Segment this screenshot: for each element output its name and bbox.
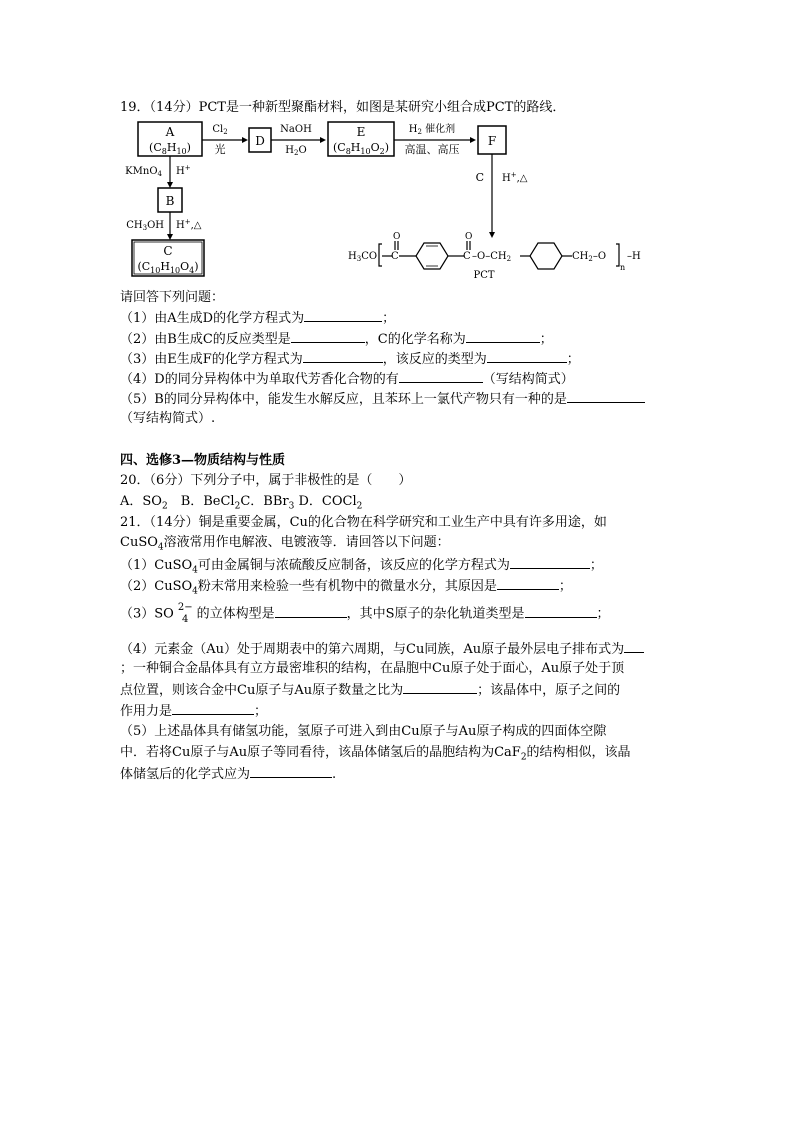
q21-item-5-line2: 中．若将Cu原子与Au原子等同看待，该晶体储氢后的晶胞结构为CaF$_2$的结构相似，该晶	[120, 745, 631, 763]
svg-text:–H: –H	[627, 251, 641, 262]
q19-item-2: （2）由B生成C的反应类型是 ，C的化学名称为 ；	[120, 332, 553, 347]
synthesis-scheme	[120, 116, 660, 286]
answer-blank[interactable]	[172, 702, 254, 715]
reagent-high-temp-pressure: 高温、高压	[404, 143, 460, 156]
q19-item-4: （4）D的同分异构体中为单取代芳香化合物的有 （写结构简式）	[120, 372, 574, 387]
reagent-h-plus: H+	[176, 164, 191, 177]
pct-structure	[348, 232, 641, 281]
svg-text:O: O	[393, 232, 401, 242]
compound-e-formula: $(C_8H_{10}O_2)$	[332, 141, 390, 156]
q19-title: 19．（14分）PCT是一种新型聚酯材料，如图是某研究小组合成PCT的路线．	[120, 100, 566, 115]
compound-c-label: C	[163, 244, 173, 258]
svg-text:–O–CH2: $-O-CH_2$	[472, 251, 512, 263]
reagent-kmno4: KMnO$_4$	[125, 166, 162, 178]
svg-text:H3CO: $H_3CO$	[348, 251, 378, 263]
q19-item-5: （5）B的同分异构体中，能发生水解反应，且苯环上一氯代产物只有一种的是	[120, 390, 645, 409]
answer-blank[interactable]	[291, 330, 365, 343]
compound-f-label: F	[487, 134, 497, 148]
q19-item-3: （3）由E生成F的化学方程式为 ，该反应的类型为 ；	[120, 352, 580, 367]
svg-text:CH2–O: $CH_2-O$	[572, 251, 607, 263]
reagent-naoh: NaOH	[280, 124, 312, 135]
answer-blank[interactable]	[487, 350, 567, 363]
answer-blank[interactable]	[399, 370, 483, 383]
reagent-h-heat-2: H+,△	[502, 171, 528, 184]
q20-title: 20．（6分）下列分子中，属于非极性的是（ ）	[120, 473, 412, 488]
answer-blank[interactable]	[567, 390, 645, 403]
q21-item-5: （5）上述晶体具有储氢功能，氢原子可进入到由Cu原子与Au原子构成的四面体空隙	[120, 724, 607, 739]
compound-e-label: E	[356, 125, 366, 139]
reagent-ch3oh: $CH_3OH$	[126, 220, 164, 232]
sulfate-charge: 2− 4	[177, 602, 193, 625]
q21-item-2: （2）CuSO$_4$粉末常用来检验一些有机物中的微量水分，其原因是 ；	[120, 579, 572, 597]
compound-a-label: A	[165, 125, 175, 139]
q21-item-5-line3: 体储氢后的化学式应为 .	[120, 767, 337, 782]
svg-text:O: O	[465, 232, 473, 242]
q21-item-4-line2: ；一种铜合金晶体具有立方最密堆积的结构，在晶胞中Cu原子处于面心，Au原子处于顶	[120, 661, 625, 676]
pct-label: PCT	[473, 270, 495, 281]
svg-text:C: C	[463, 251, 471, 262]
reagent-h-heat: H+,△	[176, 218, 202, 231]
q21-title-2: CuSO$_4$溶液常用作电解液、电镀液等．请回答以下问题：	[120, 535, 450, 553]
answer-blank[interactable]	[624, 640, 644, 653]
compound-d-label: D	[255, 134, 265, 148]
reagent-h2o: $H_2O$	[285, 145, 307, 157]
reagent-cl2: $Cl_2$	[212, 124, 228, 136]
reagent-h2-catalyst: $H_2$ 催化剂	[408, 124, 456, 136]
section-4-title: 四、选修3—物质结构与性质	[120, 453, 286, 468]
compound-b-label: B	[165, 194, 175, 208]
answer-blank[interactable]	[303, 350, 383, 363]
q21-item-4-line4: 作用力是 ；	[120, 704, 268, 719]
compound-c-formula: $(C_{10}H_{10}O_4)$	[137, 260, 199, 275]
q20-options: A．$SO_2$ B．BeCl$_2$C．BBr$_3$ D．COCl$_2$	[120, 494, 363, 512]
answer-blank[interactable]	[275, 605, 347, 618]
q21-item-4-line3: 点位置，则该合金中Cu原子与Au原子数量之比为 ；该晶体中，原子之间的	[120, 683, 621, 698]
svg-text:n: n	[620, 263, 626, 272]
answer-blank[interactable]	[403, 681, 477, 694]
q21-item-4: （4）元素金（Au）处于周期表中的第六周期，与Cu同族，Au原子最外层电子排布式为	[120, 640, 644, 659]
answer-blank[interactable]	[525, 605, 597, 618]
answer-blank[interactable]	[510, 556, 590, 569]
q19-prompt: 请回答下列问题：	[120, 290, 225, 305]
q21-title-1: 21．（14分）铜是重要金属，Cu的化合物在科学研究和工业生产中具有许多用途，如	[120, 515, 607, 530]
q19-item-5-cont: （写结构简式）.	[120, 411, 216, 426]
svg-text:C: C	[391, 251, 399, 262]
answer-blank[interactable]	[466, 330, 540, 343]
answer-blank[interactable]	[250, 765, 332, 778]
answer-blank[interactable]	[497, 577, 559, 590]
q21-item-1: （1）CuSO$_4$可由金属铜与浓硫酸反应制备，该反应的化学方程式为 ；	[120, 558, 603, 576]
q19-item-1: （1）由A生成D的化学方程式为 ；	[120, 311, 396, 326]
q21-item-3: （3）SO 2− 4 的立体构型是 ，其中S原子的杂化轨道类型是 ；	[120, 602, 610, 625]
reagent-light: 光	[214, 143, 226, 156]
answer-blank[interactable]	[304, 309, 382, 322]
compound-a-formula: $(C_8H_{10})$	[149, 141, 191, 156]
reagent-c: C	[475, 171, 484, 184]
